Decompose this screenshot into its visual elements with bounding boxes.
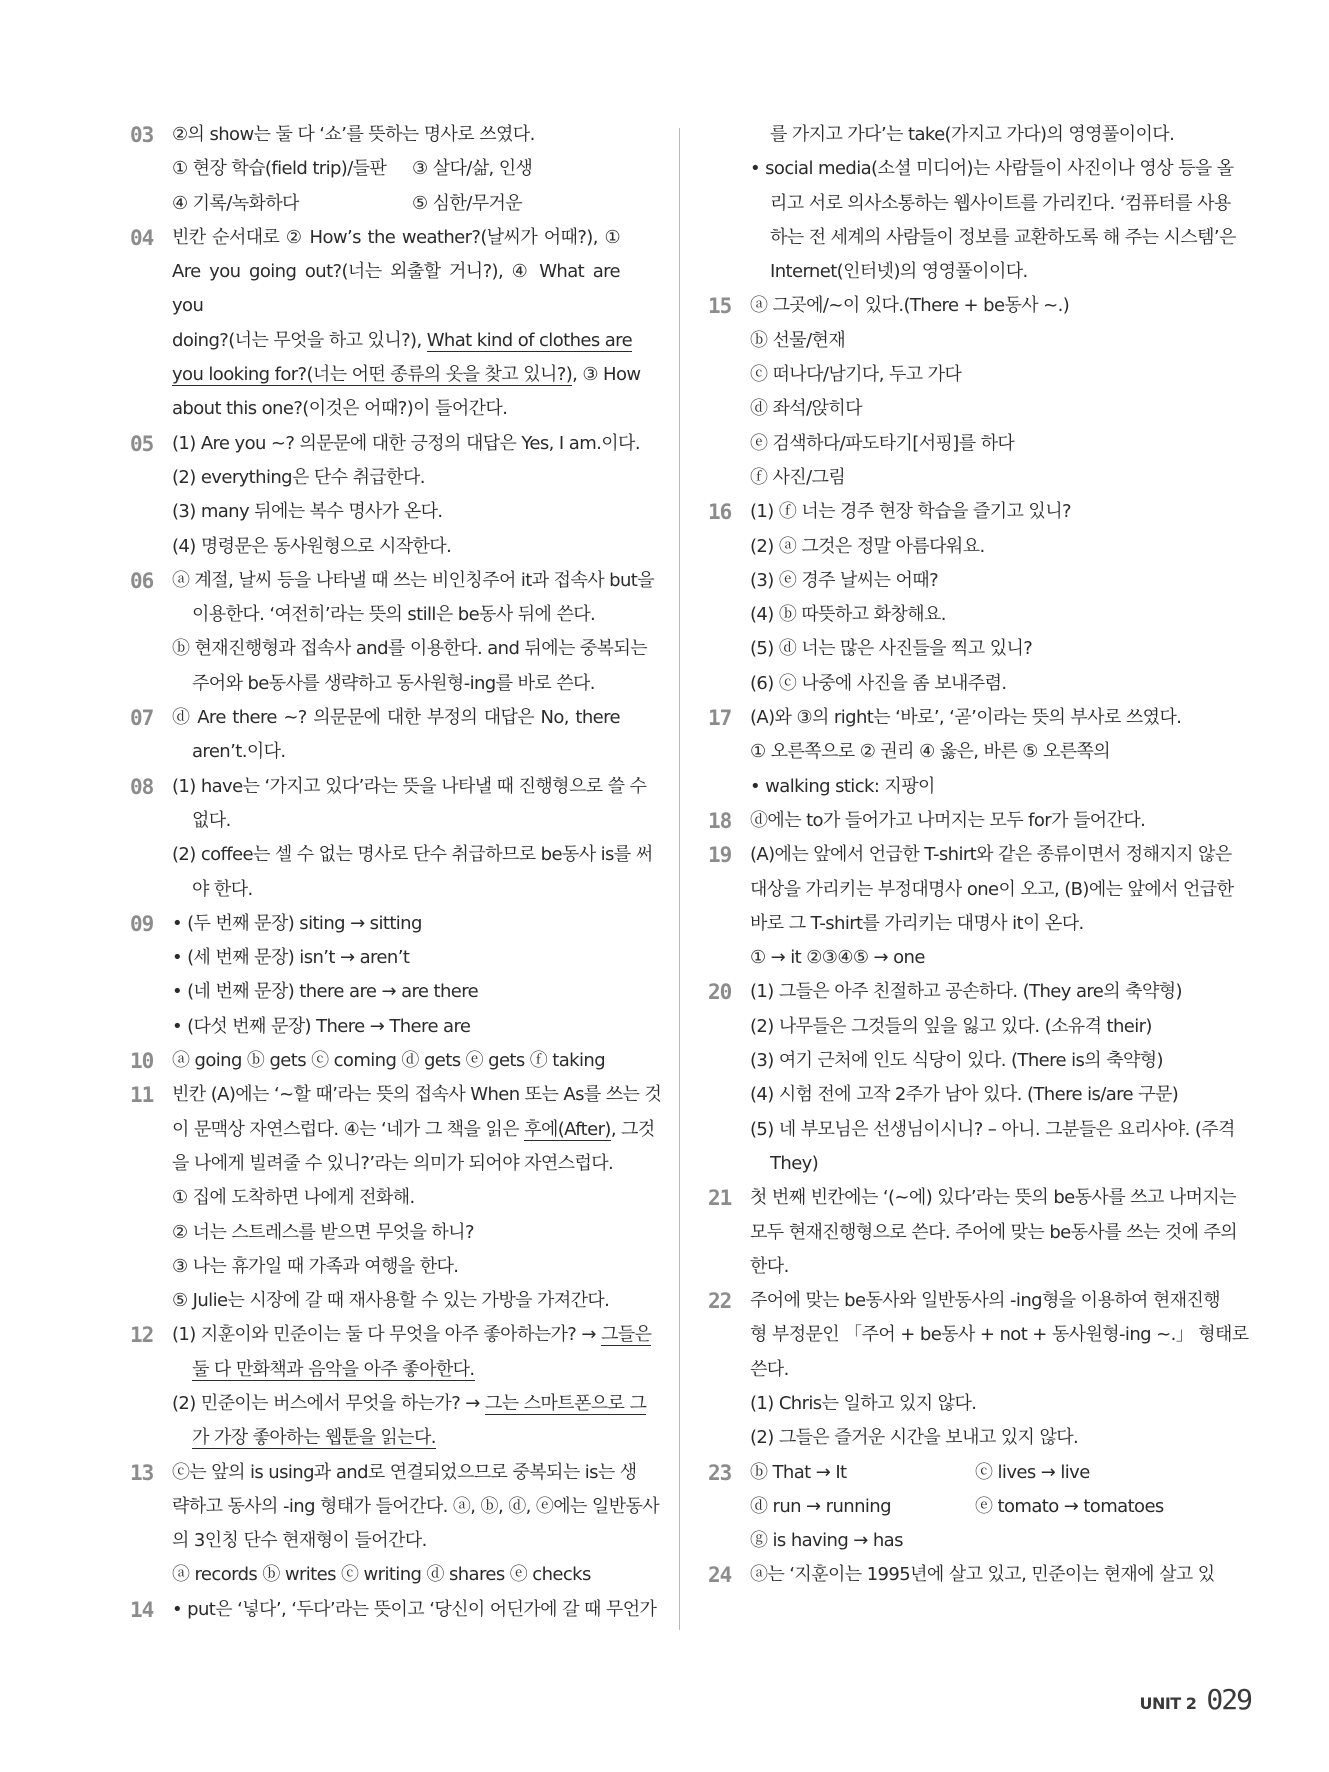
question-number: 22 — [708, 1289, 732, 1314]
question-text: (1) 지훈이와 민준이는 둘 다 무엇을 아주 좋아하는가? → — [172, 1324, 596, 1346]
correction-line: • (두 번째 문장) siting → sitting — [172, 912, 422, 934]
explanation-text: doing?(너는 무엇을 하고 있니?), — [172, 329, 422, 351]
answer-16 — [708, 495, 1240, 701]
correction-item: ⓖ is having → has — [750, 1530, 903, 1552]
answer-line: ① → it ②③④⑤ → one — [750, 947, 925, 969]
translation-line: ③ 나는 휴가일 때 가족과 여행을 한다. — [172, 1255, 459, 1277]
underlined-answer: What kind of clothes are — [426, 329, 633, 351]
question-number — [708, 118, 750, 289]
translation-line: ① 집에 도착하면 나에게 전화해. — [172, 1187, 415, 1209]
correction-line: • (네 번째 문장) there are → are there — [172, 981, 479, 1003]
question-text: (2) 민준이는 버스에서 무엇을 하는가? → — [172, 1392, 480, 1414]
correction-item: ⓑ That → It — [750, 1461, 847, 1483]
explanation-line: ⓓ Are there ~? 의문문에 대한 부정의 대답은 No, there — [172, 707, 620, 729]
answer-10 — [130, 1044, 620, 1078]
underlined-answer: 후에(After) — [524, 1118, 611, 1140]
explanation-line: 쓴다. — [750, 1358, 789, 1380]
translation-line: (2) 나무들은 그것들의 잎을 잃고 있다. (소유격 their) — [750, 1015, 1152, 1037]
option-line: ④ 기록/녹화하다 — [172, 192, 299, 214]
correction-item: ⓔ tomato → tomatoes — [975, 1495, 1164, 1517]
question-number: 19 — [708, 843, 732, 868]
translation-line: They) — [770, 1152, 819, 1174]
explanation-line: 없다. — [192, 809, 231, 831]
translation-line: (4) ⓑ 따뜻하고 화창해요. — [750, 604, 946, 626]
answer-11 — [130, 1078, 662, 1318]
correction-line: • (세 번째 문장) isn’t → aren’t — [172, 947, 410, 969]
question-number: 20 — [708, 980, 732, 1005]
meaning-line: ⓔ 검색하다/파도타기[서핑]를 하다 — [750, 432, 1015, 454]
correction-item: ⓓ run → running — [750, 1495, 891, 1517]
answer-line: ⓐ records ⓑ writes ⓒ writing ⓓ shares ⓔ checks — [172, 1564, 591, 1586]
answer-17 — [708, 701, 1240, 804]
answer-14-continued — [708, 118, 1240, 289]
explanation-line: 형 부정문인 「주어 + be동사 + not + 동사원형-ing ~.」 형태로 — [750, 1324, 1249, 1346]
explanation-line: 주어와 be동사를 생략하고 동사원형-ing를 바로 쓴다. — [192, 672, 595, 694]
question-number: 15 — [708, 294, 732, 319]
explanation-line: (2) coffee는 셀 수 없는 명사로 단수 취급하므로 be동사 is를 써 — [172, 844, 653, 866]
translation-line: ② 너는 스트레스를 받으면 무엇을 하니? — [172, 1221, 474, 1243]
translation-line: (1) Chris는 일하고 있지 않다. — [750, 1392, 977, 1414]
explanation-line: 대상을 가리키는 부정대명사 one이 오고, (B)에는 앞에서 언급한 — [750, 878, 1234, 900]
translation-line: (1) ⓕ 너는 경주 현장 학습을 즐기고 있니? — [750, 501, 1071, 523]
explanation-text: , 그것 — [610, 1118, 655, 1140]
answer-12 — [130, 1318, 652, 1455]
question-number: 08 — [130, 774, 154, 799]
meaning-line: ⓕ 사진/그림 — [750, 466, 846, 488]
explanation-line: 의 3인칭 단수 현재형이 들어간다. — [172, 1530, 427, 1552]
question-number: 24 — [708, 1563, 732, 1588]
correction-line: • (다섯 번째 문장) There → There are — [172, 1015, 471, 1037]
question-number: 09 — [130, 911, 154, 936]
explanation-line: Internet(인터넷)의 영영풀이이다. — [770, 261, 1028, 283]
question-number: 05 — [130, 431, 154, 456]
option-line: ⑤ 심한/무거운 — [412, 192, 523, 214]
explanation-line: (1) have는 ‘가지고 있다’라는 뜻을 나타낼 때 진행형으로 쓸 수 — [172, 775, 647, 797]
right-column — [708, 118, 1249, 1593]
correction-item: ⓒ lives → live — [975, 1461, 1090, 1483]
explanation-line: ②의 show는 둘 다 ‘쇼’를 뜻하는 명사로 쓰였다. — [172, 124, 535, 145]
explanation-line: 첫 번째 빈칸에는 ‘(~에) 있다’라는 뜻의 be동사를 쓰고 나머지는 — [750, 1187, 1236, 1209]
answer-23 — [708, 1456, 1240, 1559]
translation-line: (5) ⓓ 너는 많은 사진들을 찍고 있니? — [750, 638, 1033, 660]
translation-line: (6) ⓒ 나중에 사진을 좀 보내주렴. — [750, 672, 1007, 694]
translation-line: (1) 그들은 아주 친절하고 공손하다. (They are의 축약형) — [750, 981, 1182, 1003]
question-number: 10 — [130, 1049, 154, 1074]
answer-05 — [130, 427, 640, 564]
explanation-line: 빈칸 (A)에는 ‘~할 때’라는 뜻의 접속사 When 또는 As를 쓰는 것 — [172, 1084, 662, 1106]
explanation-line: 빈칸 순서대로 ② How’s the weather?(날씨가 어때?), ① — [172, 226, 620, 248]
answer-07 — [130, 701, 620, 770]
answer-09 — [130, 907, 620, 1044]
explanation-line: (2) everything은 단수 취급한다. — [172, 466, 425, 488]
answer-24 — [708, 1558, 1240, 1592]
answer-14 — [130, 1593, 657, 1627]
explanation-line: aren’t.이다. — [192, 741, 286, 763]
explanation-line: 리고 서로 의사소통하는 웹사이트를 가리킨다. ‘컴퓨터를 사용 — [770, 192, 1231, 214]
question-number: 12 — [130, 1323, 154, 1348]
explanation-line: (A)에는 앞에서 언급한 T-shirt와 같은 종류이면서 정해지지 않은 — [750, 844, 1232, 866]
question-number: 16 — [708, 500, 732, 525]
translation-line: (4) 시험 전에 고작 2주가 남아 있다. (There is/are 구문) — [750, 1084, 1179, 1106]
question-number: 04 — [130, 225, 154, 250]
option-line: ① 현장 학습(field trip)/들판 — [172, 158, 387, 180]
explanation-line: Are you going out?(너는 외출할 거니?), ④ What are you — [172, 261, 620, 317]
meaning-line: ⓑ 선물/현재 — [750, 329, 846, 351]
answer-06 — [130, 564, 655, 701]
explanation-line: 한다. — [750, 1255, 789, 1277]
explanation-line: ⓓ에는 to가 들어가고 나머지는 모두 for가 들어간다. — [750, 809, 1146, 831]
answer-13 — [130, 1456, 660, 1593]
explanation-text: , ③ How — [572, 364, 641, 386]
answer-03 — [130, 118, 620, 221]
explanation-line: 하는 전 세계의 사람들이 정보를 교환하도록 해 주는 시스템’은 — [770, 226, 1236, 248]
explanation-line: 모두 현재진행형으로 쓴다. 주어에 맞는 be동사를 쓰는 것에 주의 — [750, 1221, 1238, 1243]
translation-line: (3) ⓔ 경주 날씨는 어때? — [750, 569, 939, 591]
question-number: 17 — [708, 706, 732, 731]
question-number: 07 — [130, 706, 154, 731]
explanation-line: ⓒ는 앞의 is using과 and로 연결되었으므로 중복되는 is는 생 — [172, 1461, 637, 1483]
left-column — [130, 118, 662, 1627]
translation-line: (5) 네 부모님은 선생님이시니? – 아니. 그분들은 요리사야. (주격 — [750, 1118, 1235, 1140]
explanation-line: 략하고 동사의 -ing 형태가 들어간다. ⓐ, ⓑ, ⓓ, ⓔ에는 일반동사 — [172, 1495, 660, 1517]
answer-20 — [708, 975, 1240, 1181]
explanation-line: 야 한다. — [192, 878, 253, 900]
translation-line: (3) 여기 근처에 인도 식당이 있다. (There is의 축약형) — [750, 1050, 1163, 1072]
page-number: 029 — [1206, 1683, 1251, 1716]
answer-line: ⓐ going ⓑ gets ⓒ coming ⓓ gets ⓔ gets ⓕ taking — [172, 1050, 606, 1072]
meaning-line: ⓓ 좌석/앉히다 — [750, 398, 862, 420]
explanation-line: • walking stick: 지팡이 — [750, 775, 935, 797]
question-number: 06 — [130, 568, 154, 593]
underlined-answer: 그는 스마트폰으로 그 — [484, 1392, 647, 1414]
answer-08 — [130, 770, 653, 907]
translation-line: (2) ⓐ 그것은 정말 아름다워요. — [750, 535, 985, 557]
question-number: 21 — [708, 1186, 732, 1211]
explanation-line: (A)와 ③의 right는 ‘바로’, ‘곧’이라는 뜻의 부사로 쓰였다. — [750, 707, 1182, 729]
question-number: 11 — [130, 1083, 154, 1108]
meaning-line: ⓒ 떠나다/남기다, 두고 가다 — [750, 364, 962, 386]
explanation-line: • put은 ‘넣다’, ‘두다’라는 뜻이고 ‘당신이 어딘가에 갈 때 무언가 — [172, 1598, 657, 1620]
question-number: 23 — [708, 1460, 732, 1485]
question-number: 03 — [130, 123, 154, 147]
unit-label: UNIT 2 — [1139, 1694, 1197, 1713]
option-line: ③ 살다/삶, 인생 — [412, 158, 533, 180]
underlined-answer: 둘 다 만화책과 음악을 아주 좋아한다. — [192, 1358, 475, 1380]
answer-04 — [130, 221, 641, 427]
explanation-line: ⓐ는 ‘지훈이는 1995년에 살고 있고, 민준이는 현재에 살고 있 — [750, 1564, 1215, 1586]
answer-19 — [708, 838, 1240, 975]
question-number: 13 — [130, 1460, 154, 1485]
explanation-line: (3) many 뒤에는 복수 명사가 온다. — [172, 501, 443, 523]
explanation-text: 이 문맥상 자연스럽다. ④는 ‘네가 그 책을 읽은 — [172, 1118, 520, 1140]
explanation-line: (1) Are you ~? 의문문에 대한 긍정의 대답은 Yes, I am.이다. — [172, 432, 640, 454]
answer-22 — [708, 1284, 1249, 1455]
answer-21 — [708, 1181, 1240, 1284]
underlined-answer: you looking for?(너는 어떤 종류의 옷을 찾고 있니?) — [172, 364, 573, 386]
explanation-line: 을 나에게 빌려줄 수 있니?’라는 의미가 되어야 자연스럽다. — [172, 1152, 614, 1174]
underlined-answer: 그들은 — [601, 1324, 652, 1346]
explanation-line: ⓐ 계절, 날씨 등을 나타낼 때 쓰는 비인칭주어 it과 접속사 but을 — [172, 569, 655, 591]
column-divider — [679, 128, 680, 1630]
question-number: 14 — [130, 1597, 154, 1622]
translation-line: (2) 그들은 즐거운 시간을 보내고 있지 않다. — [750, 1427, 1079, 1449]
explanation-line: 바로 그 T-shirt를 가리키는 대명사 it이 온다. — [750, 912, 1084, 934]
explanation-line: 이용한다. ‘여전히’라는 뜻의 still은 be동사 뒤에 쓴다. — [192, 604, 596, 626]
explanation-line: (4) 명령문은 동사원형으로 시작한다. — [172, 535, 452, 557]
page-footer — [1139, 1683, 1251, 1716]
answer-15 — [708, 289, 1240, 495]
explanation-line: 주어에 맞는 be동사와 일반동사의 -ing형을 이용하여 현재진행 — [750, 1290, 1221, 1312]
answer-18 — [708, 804, 1240, 838]
underlined-answer: 가 가장 좋아하는 웹툰을 읽는다. — [192, 1427, 436, 1449]
explanation-line: about this one?(이것은 어때?)이 들어간다. — [172, 398, 508, 420]
explanation-line: ① 오른쪽으로 ② 권리 ④ 옳은, 바른 ⑤ 오른쪽의 — [750, 741, 1111, 763]
explanation-line: ⓑ 현재진행형과 접속사 and를 이용한다. and 뒤에는 중복되는 — [172, 638, 648, 660]
translation-line: ⑤ Julie는 시장에 갈 때 재사용할 수 있는 가방을 가져간다. — [172, 1290, 610, 1312]
question-number: 18 — [708, 808, 732, 833]
explanation-line: 를 가지고 가다’는 take(가지고 가다)의 영영풀이이다. — [770, 124, 1175, 145]
meaning-line: ⓐ 그곳에/~이 있다.(There + be동사 ~.) — [750, 295, 1070, 317]
explanation-line: • social media(소셜 미디어)는 사람들이 사진이나 영상 등을 올 — [750, 158, 1234, 180]
